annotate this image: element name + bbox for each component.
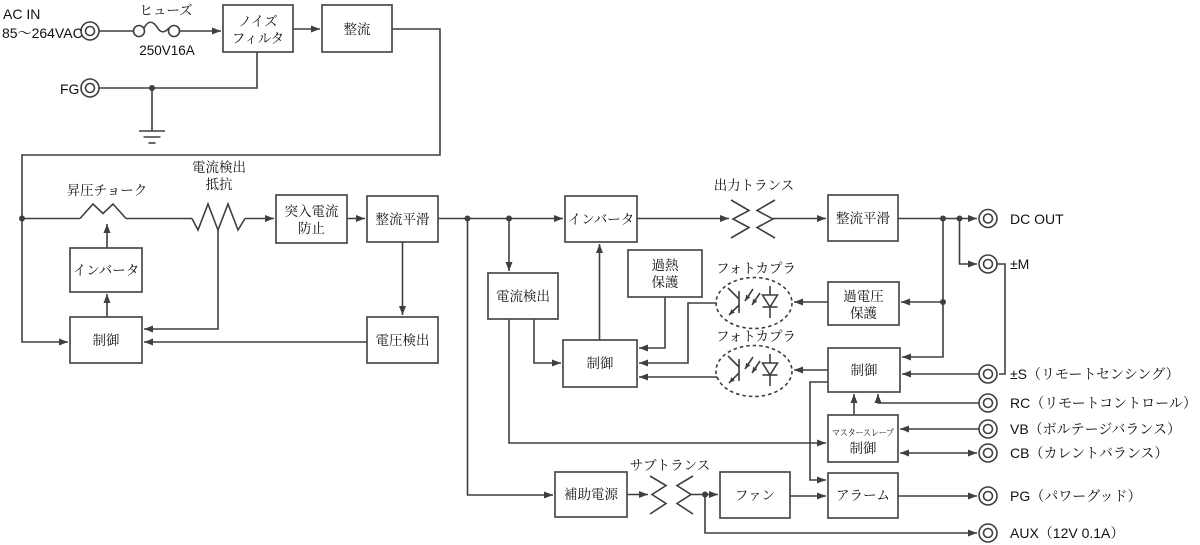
block-voltage-detect [367,317,438,363]
ground-symbol [139,131,165,143]
photocoupler-bottom-symbol [716,346,792,397]
fg-label: FG [60,81,80,97]
block-label: 過熱 [651,258,679,273]
fuse-symbol [134,22,180,36]
block-control-secondary [828,348,900,392]
terminal-vb [979,420,997,438]
block-overvoltage-protect [828,282,899,325]
block-label: 突入電流 [284,204,339,219]
block-rect-smooth-out [828,195,898,241]
block-rect-smooth-pfc [367,196,438,242]
vb-terminal-label: VB（ボルテージバランス） [1010,421,1181,437]
block-label: フィルタ [231,31,285,46]
wire-branch-to-overvoltage [901,219,943,303]
block-label: 補助電源 [564,487,618,502]
block-label: 制御 [92,333,120,348]
wire-sense-resistor-to-control-pfc [144,230,218,329]
wire-overheat-to-control-main [639,297,665,348]
block-label: 保護 [651,275,679,290]
terminal-ac-in [81,22,99,40]
photocoupler-top-symbol [716,278,792,329]
sense-resistor-label: 抵抗 [205,177,233,192]
block-label: 防止 [298,221,325,236]
block-label: 制御 [849,441,877,456]
junction-dot [149,85,155,91]
wire-current-detect-to-control-main [534,319,561,363]
sense-resistor-label: 電流検出 [192,160,246,175]
junction-dot [465,216,471,222]
block-label: 整流 [343,22,371,37]
terminal-rc [979,394,997,412]
ac-range-label: 85～264VAC [2,25,83,41]
block-label: 電流検出 [496,289,550,304]
block-label: 整流平滑 [836,211,890,226]
terminal-cb [979,444,997,462]
terminal-pg [979,487,997,505]
wire-rc-terminal-to-control-secondary [878,394,979,403]
wire-photocoupler1-to-control-main [639,303,717,363]
junction-dot [702,492,708,498]
m-terminal-label: ±M [1010,256,1030,272]
block-label: マスタースレーブ [832,428,895,439]
photocoupler-top-label: フォトカプラ [716,261,796,276]
wire-m-to-s-link [997,264,1005,374]
block-label: 制御 [850,363,878,378]
fuse-label: ヒューズ [139,3,193,18]
block-control-main [563,340,637,387]
block-label: 電圧検出 [375,333,430,348]
sub-transformer-symbol [650,476,693,514]
boost-choke-label: 昇圧チョーク [66,183,148,198]
wire-control-secondary-to-alarm [810,382,828,480]
block-overheat-protect [628,250,702,297]
junction-dot [506,216,512,222]
rc-terminal-label: RC（リモートコントロール） [1010,395,1197,411]
block-noise-filter [223,5,293,52]
junction-dot [940,216,946,222]
block-aux-supply [555,472,627,517]
photocoupler-bottom-label: フォトカプラ [716,329,796,344]
terminal-fg [81,79,99,97]
junction-dot [940,299,946,305]
block-master-slave-control [828,415,898,462]
block-fan [720,472,790,518]
block-label: 整流平滑 [375,212,430,227]
output-transformer-label: 出力トランス [713,178,795,193]
terminal-aux [979,524,997,542]
block-current-detect [488,273,558,319]
pg-terminal-label: PG（パワーグッド） [1010,488,1142,504]
wire-branch-to-m-terminal [960,219,978,265]
dc-out-terminal-label: DC OUT [1010,211,1064,227]
junction-dot [19,216,25,222]
terminal-m [979,255,997,273]
block-alarm [828,473,898,518]
block-inverter-pfc [70,248,142,292]
block-inverter-main [565,196,637,242]
wire-branch-to-control-secondary [902,302,943,357]
block-label: 制御 [586,356,614,371]
block-label: インバータ [567,212,635,227]
sub-transformer-label: サブトランス [629,458,711,473]
block-control-pfc [70,317,142,363]
sense-resistor-symbol [192,204,245,230]
terminal-s [979,365,997,383]
block-inrush-prevention [276,195,347,243]
block-label: 保護 [850,306,877,321]
junction-dot [957,216,963,222]
boost-choke-symbol [80,204,126,219]
terminal-dc-out [979,210,997,228]
output-transformer-symbol [731,200,775,238]
block-label: インバータ [72,263,140,278]
block-label: ファン [734,488,776,503]
cb-terminal-label: CB（カレントバランス） [1010,445,1169,461]
s-terminal-label: ±S（リモートセンシング） [1010,366,1180,382]
block-label: ノイズ [238,14,278,29]
aux-terminal-label: AUX（12V 0.1A） [1010,525,1125,541]
fuse-rating-label: 250V16A [139,43,195,58]
ac-in-label: AC IN [3,6,41,22]
block-label: 過電圧 [843,289,884,304]
block-rectifier [322,5,392,52]
wire-bus-to-aux-supply [468,219,554,496]
block-label: アラーム [836,488,890,503]
